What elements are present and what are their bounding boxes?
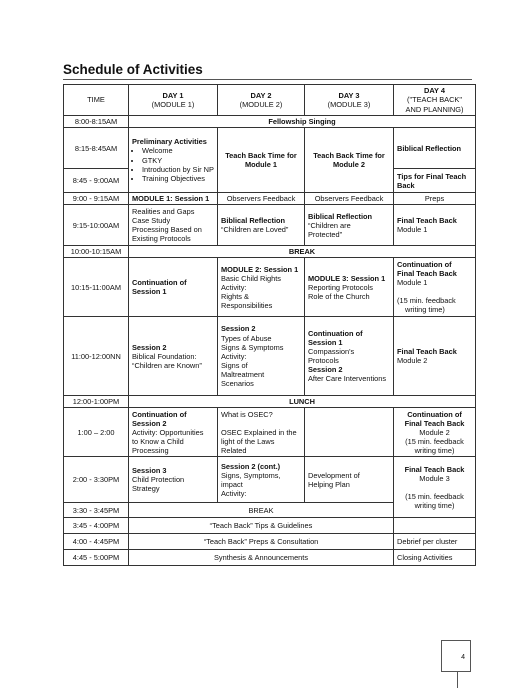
table-row: 8:45 - 9:00AM Tips for Final Teach Back	[64, 169, 476, 193]
table-row: 10:00-10:15AM BREAK	[64, 246, 476, 258]
table-row: 9:00 - 9:15AM MODULE 1: Session 1 Observers Feedback Observers Feedback Preps	[64, 193, 476, 205]
list-item: • Introduction by Sir NP	[142, 165, 214, 174]
header-time: TIME	[64, 85, 129, 116]
table-row: 4:00 - 4:45PM “Teach Back” Preps & Consultation Debrief per cluster	[64, 534, 476, 550]
page-number: 4	[461, 654, 465, 661]
table-row: 4:45 - 5:00PM Synthesis & Announcements Closing Activities	[64, 550, 476, 566]
table-row: 8:15-8:45AM Preliminary Activities • Welcome • GTKY • Introduction by Sir NP • Training Objectives Teach Back Time for Module 1 Teach Back Time for Module 2 Biblical Reflection	[64, 128, 476, 169]
table-row: 3:30 - 3:45PM BREAK	[64, 503, 476, 518]
title-rule	[63, 79, 472, 80]
header-day4: DAY 4 ("TEACH BACK" AND PLANNING)	[394, 85, 476, 116]
schedule-table	[63, 84, 476, 566]
table-row: 10:15-11:00AM Continuation of Session 1 MODULE 2: Session 1 Basic Child Rights Activity: Rights & Responsibilities MODULE 3: Session 1 Reporting Protocols Role of the Church Continuation of Final Teach Back Module 1 (15 min. feedback writing time)	[64, 258, 476, 317]
header-day3: DAY 3 (MODULE 3)	[305, 85, 394, 116]
preliminary-activities-cell: Preliminary Activities • Welcome • GTKY • Introduction by Sir NP • Training Objectives	[129, 128, 218, 193]
list-item: • GTKY	[142, 156, 214, 165]
table-row: 3:45 - 4:00PM “Teach Back” Tips & Guidelines	[64, 518, 476, 534]
table-row: 12:00-1:00PM LUNCH	[64, 396, 476, 408]
table-row: 9:15-10:00AM Realities and Gaps Case Study Processing Based on Existing Protocols Biblical Reflection “Children are Loved” Biblical Reflection “Children are Protected” Final Teach Back Module 1	[64, 205, 476, 246]
table-row: 1:00 – 2:00 Continuation of Session 2 Activity: Opportunities to Know a Child Processing What is OSEC? OSEC Explained in the light of the Laws Related Continuation of Final Teach Back Module 2 (15 min. feedback writing time)	[64, 408, 476, 457]
page-number-box	[441, 640, 471, 672]
list-item: • Training Objectives	[142, 174, 214, 183]
header-day2: DAY 2 (MODULE 2)	[218, 85, 305, 116]
table-row: 2:00 - 3:30PM Session 3 Child Protection Strategy Session 2 (cont.) Signs, Symptoms, impact Activity: Development of Helping Plan Final Teach Back Module 3 (15 min. feedback writing time)	[64, 457, 476, 503]
page-number-rule	[457, 672, 458, 688]
header-day1: DAY 1 (MODULE 1)	[129, 85, 218, 116]
list-item: • Welcome	[142, 146, 214, 155]
table-row: 8:00-8:15AM Fellowship Singing	[64, 116, 476, 128]
page-title: Schedule of Activities	[63, 62, 203, 77]
table-row: 11:00-12:00NN Session 2 Biblical Foundation: “Children are Known” Session 2 Types of Abuse Signs & Symptoms Activity: Signs of Maltreatment Scenarios Continuation of Session 1 Compassion's Protocols Session 2 After Care Interventions Final Teach Back Module 2	[64, 317, 476, 396]
header-row	[64, 85, 476, 116]
